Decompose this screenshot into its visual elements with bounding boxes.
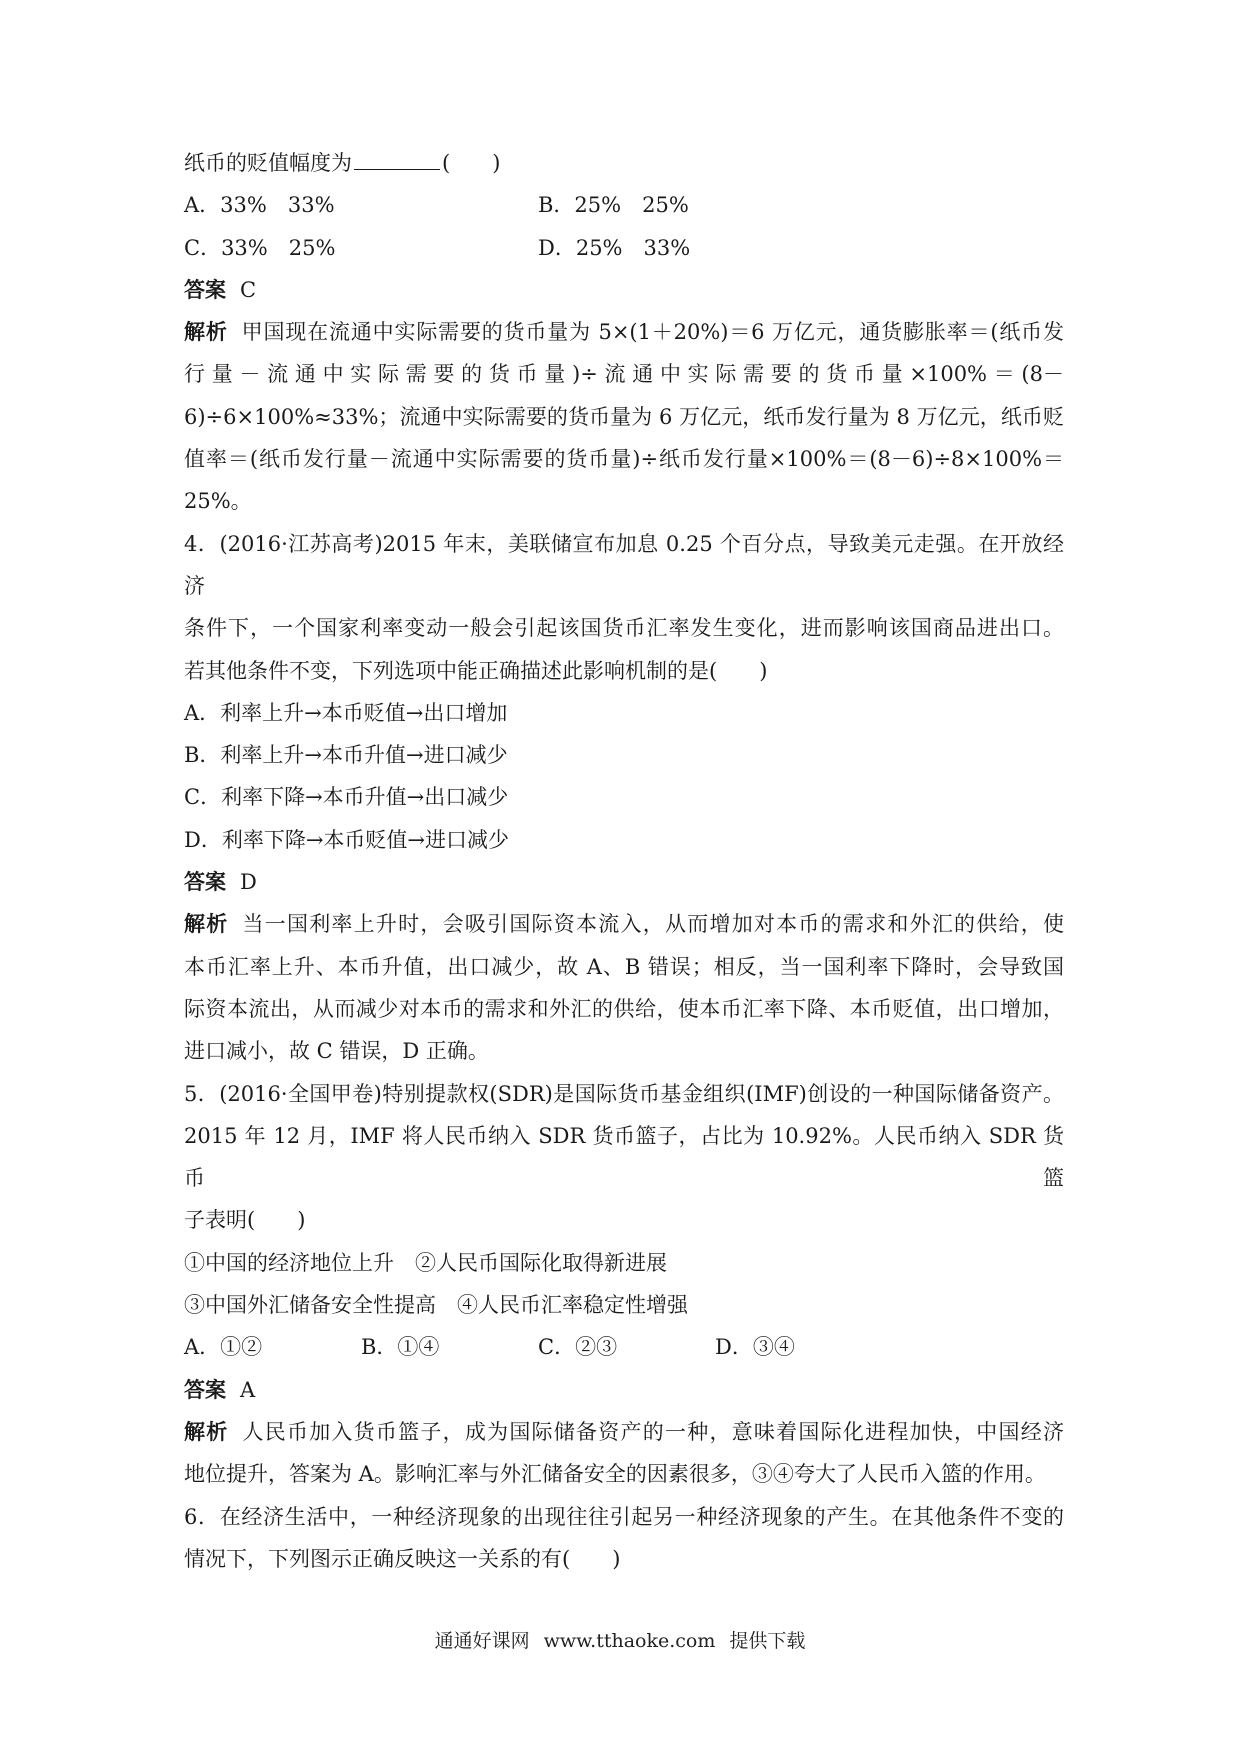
q3-analysis-line: 行量－流通中实际需要的货币量)÷流通中实际需要的货币量×100%＝(8－ bbox=[184, 362, 1064, 387]
q5-option-a: A．①② bbox=[184, 1335, 263, 1360]
q5-options-row bbox=[184, 1326, 1064, 1368]
q5-analysis-line bbox=[184, 1411, 1064, 1453]
q3-option-c: C．33% 25% bbox=[184, 235, 336, 260]
footer-site-name: 通通好课网 bbox=[434, 1630, 530, 1652]
answer-label: 答案 bbox=[184, 276, 226, 302]
page-footer bbox=[0, 1626, 1240, 1653]
q4-analysis-line: 进口减小，故 C 错误，D 正确。 bbox=[184, 1039, 489, 1064]
q6-stem-line: 6．在经济生活中，一种经济现象的出现往往引起另一种经济现象的产生。在其他条件不变的 bbox=[184, 1504, 1064, 1529]
q3-options-row-2 bbox=[184, 227, 1064, 269]
q6-stem-line: 情况下，下列图示正确反映这一关系的有( ) bbox=[184, 1546, 621, 1571]
q5-option-b: B．①④ bbox=[361, 1335, 440, 1360]
footer-suffix: 提供下载 bbox=[729, 1630, 806, 1652]
q4-answer bbox=[184, 861, 1064, 903]
q3-stem-tail bbox=[184, 142, 1064, 184]
footer-url[interactable]: www.tthaoke.com bbox=[543, 1630, 716, 1652]
analysis-text: 甲国现在流通中实际需要的货币量为 5×(1＋20%)＝6 万亿元，通货膨胀率＝(纸币发 bbox=[241, 320, 1065, 345]
answer-blank bbox=[354, 149, 440, 170]
q3-paren: ( ) bbox=[442, 151, 501, 175]
q5-option-d: D．③④ bbox=[715, 1335, 795, 1360]
q4-analysis-line bbox=[184, 903, 1064, 945]
q4-stem-line: 条件下，一个国家利率变动一般会引起该国货币汇率发生变化，进而影响该国商品进出口。 bbox=[184, 616, 1064, 641]
analysis-label: 解析 bbox=[184, 911, 229, 937]
answer-value: C bbox=[240, 277, 257, 302]
q5-stem-line: 2015 年 12 月，IMF 将人民币纳入 SDR 货币篮子，占比为 10.92%。人民币纳入 SDR 货币篮 bbox=[184, 1123, 1064, 1191]
q3-analysis-line: 6)÷6×100%≈33%；流通中实际需要的货币量为 6 万亿元，纸币发行量为 8 万亿元，纸币贬 bbox=[184, 404, 1064, 429]
answer-value: A bbox=[240, 1377, 256, 1402]
q5-answer bbox=[184, 1369, 1064, 1411]
q5-stem-line: 5．(2016·全国甲卷)特别提款权(SDR)是国际货币基金组织(IMF)创设的一种国际储备资产。 bbox=[184, 1081, 1064, 1106]
q3-answer bbox=[184, 269, 1064, 311]
q3-options-row-1 bbox=[184, 184, 1064, 226]
q5-statements-1: ①中国的经济地位上升 ②人民币国际化取得新进展 bbox=[184, 1250, 667, 1275]
answer-value: D bbox=[240, 870, 257, 895]
q3-option-d: D．25% 33% bbox=[538, 235, 691, 260]
analysis-text: 人民币加入货币篮子，成为国际储备资产的一种，意味着国际化进程加快，中国经济 bbox=[242, 1419, 1065, 1444]
q3-analysis-line: 25%。 bbox=[184, 489, 252, 514]
q4-option-d: D．利率下降→本币贬值→进口减少 bbox=[184, 827, 510, 852]
q5-option-c: C．②③ bbox=[538, 1335, 618, 1360]
analysis-label: 解析 bbox=[184, 1418, 229, 1444]
q3-analysis-line bbox=[184, 311, 1064, 353]
q4-option-c: C．利率下降→本币升值→出口减少 bbox=[184, 785, 509, 810]
analysis-text: 当一国利率上升时，会吸引国际资本流入，从而增加对本币的需求和外汇的供给，使 bbox=[242, 912, 1065, 937]
q3-option-a: A．33% 33% bbox=[184, 193, 335, 218]
answer-label: 答案 bbox=[184, 1376, 226, 1402]
q4-analysis-line: 本币汇率上升、本币升值，出口减少，故 A、B 错误；相反，当一国利率下降时，会导致国 bbox=[184, 954, 1064, 979]
q4-analysis-line: 际资本流出，从而减少对本币的需求和外汇的供给，使本币汇率下降、本币贬值，出口增加， bbox=[184, 996, 1064, 1021]
q4-stem-line: 4．(2016·江苏高考)2015 年末，美联储宣布加息 0.25 个百分点，导致美元走强。在开放经济 bbox=[184, 531, 1064, 598]
q3-option-b: B．25% 25% bbox=[538, 193, 689, 218]
q4-option-a: A．利率上升→本币贬值→出口增加 bbox=[184, 700, 508, 725]
q5-statements-2: ③中国外汇储备安全性提高 ④人民币汇率稳定性增强 bbox=[184, 1293, 688, 1318]
analysis-label: 解析 bbox=[184, 319, 228, 345]
answer-label: 答案 bbox=[184, 869, 226, 895]
q3-analysis-line: 值率＝(纸币发行量－流通中实际需要的货币量)÷纸币发行量×100%＝(8－6)÷8×100%＝ bbox=[184, 447, 1064, 472]
q3-stem-text: 纸币的贬值幅度为 bbox=[184, 151, 352, 175]
q4-option-b: B．利率上升→本币升值→进口减少 bbox=[184, 743, 508, 768]
q5-analysis-line: 地位提升，答案为 A。影响汇率与外汇储备安全的因素很多，③④夸大了人民币入篮的作用。 bbox=[184, 1462, 1046, 1487]
q4-stem-line: 若其他条件不变，下列选项中能正确描述此影响机制的是( ) bbox=[184, 658, 768, 683]
q5-stem-line: 子表明( ) bbox=[184, 1208, 306, 1233]
page-content bbox=[184, 142, 1064, 1580]
